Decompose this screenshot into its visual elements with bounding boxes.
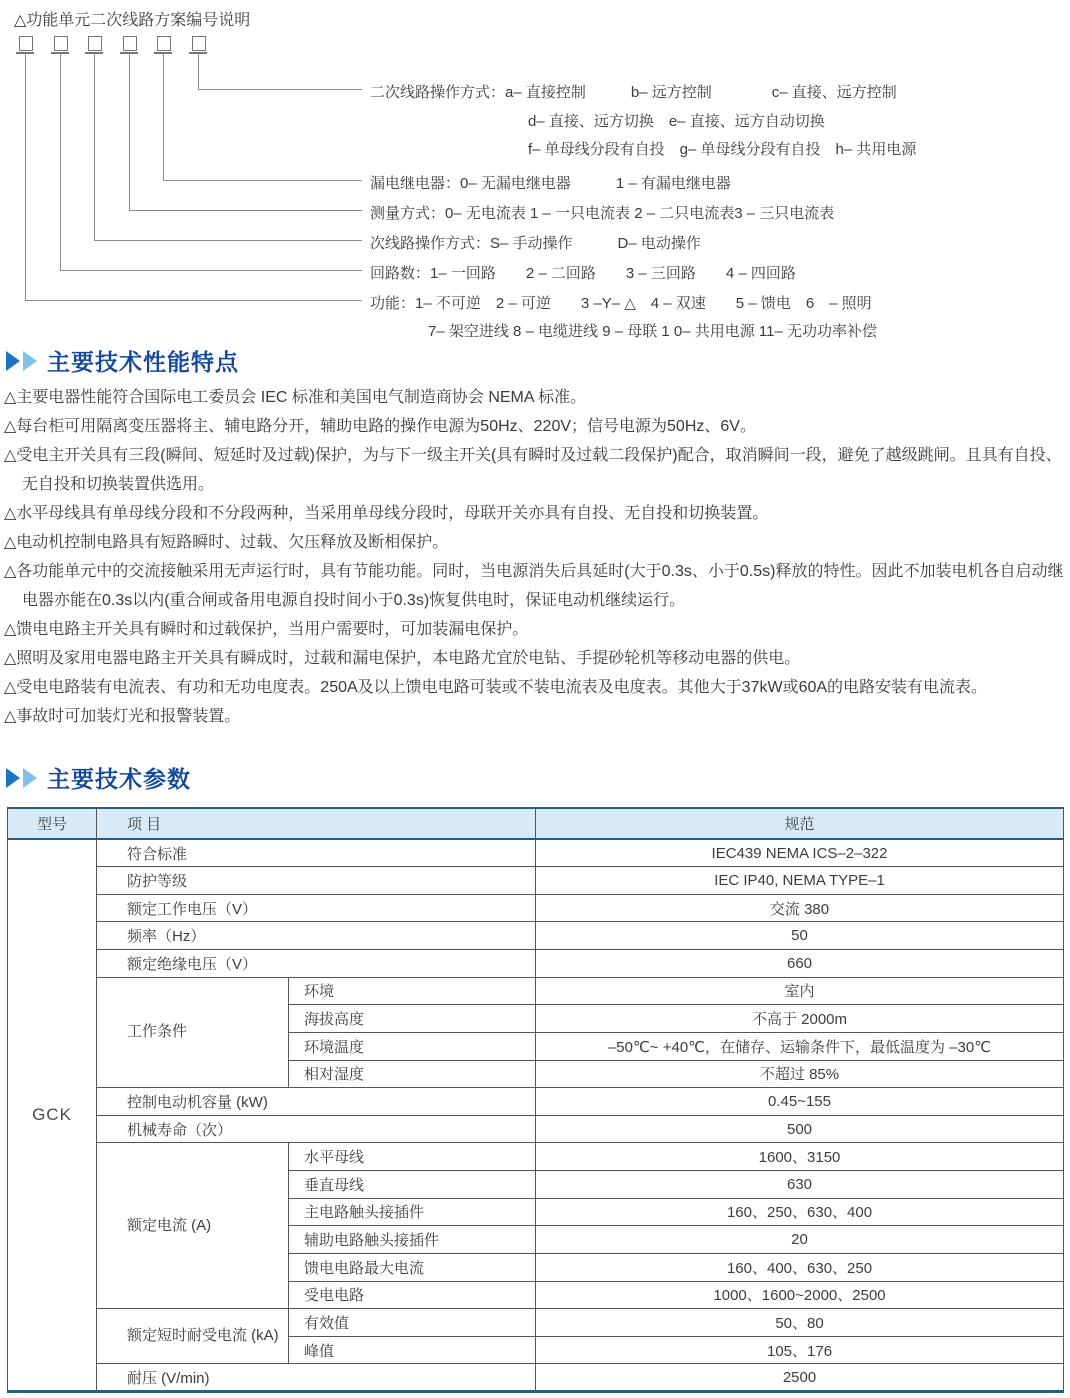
connector-line — [129, 54, 130, 210]
feature-item: △各功能单元中的交流接触采用无声运行时，具有节能功能。同时，当电源消失后具延时(大于0.3s、小于0.5s)释放的特性。因此不加装电机各自启动继电器亦能在0.3s以内(重合闸或备用电源自投时间小于0.3s)恢复供电时，保证电动机继续运行。 — [4, 563, 1064, 609]
table-row — [8, 950, 1064, 978]
parameters-table — [7, 807, 1064, 1393]
item-cell: 有效值 — [289, 1309, 536, 1337]
arrow-right-icon — [23, 768, 37, 788]
numbering-diagram — [0, 0, 1070, 340]
spec-cell: 交流 380 — [536, 894, 1064, 922]
spec-cell: 1000、1600~2000、2500 — [536, 1281, 1064, 1309]
table-row — [8, 1088, 1064, 1116]
arrow-right-icon — [6, 351, 20, 371]
code-box — [123, 36, 137, 51]
item-cell: 水平母线 — [289, 1143, 536, 1171]
connector-line — [163, 54, 164, 180]
section-title: 主要技术性能特点 — [47, 349, 239, 375]
parameters-section-header — [6, 761, 191, 794]
diagram-label: 7– 架空进线 8 – 电缆进线 9 – 母联 1 0– 共用电源 11– 无功功率补偿 — [428, 323, 878, 340]
model-cell: GCK — [8, 839, 97, 1392]
item-cell: 辅助电路触头接插件 — [289, 1226, 536, 1254]
spec-cell: 50、80 — [536, 1309, 1064, 1337]
spec-cell: 660 — [536, 950, 1064, 978]
connector-line — [94, 54, 95, 240]
code-box — [192, 36, 206, 51]
spec-cell: 160、250、630、400 — [536, 1198, 1064, 1226]
spec-cell: –50℃~ +40℃，在储存、运输条件下，最低温度为 –30℃ — [536, 1032, 1064, 1060]
table-row — [8, 1115, 1064, 1143]
feature-item: △受电主开关具有三段(瞬间、短延时及过载)保护，为与下一级主开关(具有瞬时及过载二段保护)配合，取消瞬间一段，避免了越级跳闸。且具有自投、无自投和切换装置供选用。 — [4, 447, 1062, 493]
parameters-table-wrap — [7, 807, 1063, 1393]
item-cell: 机械寿命（次） — [97, 1115, 536, 1143]
diagram-label: 功能：1– 不可逆 2 – 可逆 3 –Y– △ 4 – 双速 5 – 馈电 6 – 照明 — [370, 295, 872, 312]
spec-cell: 160、400、630、250 — [536, 1253, 1064, 1281]
spec-cell: 630 — [536, 1171, 1064, 1199]
spec-cell: 20 — [536, 1226, 1064, 1254]
item-cell: 环境温度 — [289, 1032, 536, 1060]
diagram-label: 次线路操作方式：S– 手动操作 D– 电动操作 — [370, 235, 701, 252]
features-list — [4, 383, 1066, 731]
connector-line — [129, 210, 362, 211]
item-cell: 控制电动机容量 (kW) — [97, 1088, 536, 1116]
connector-line — [198, 54, 199, 89]
spec-cell: 1600、3150 — [536, 1143, 1064, 1171]
item-cell: 海拔高度 — [289, 1005, 536, 1033]
item-cell: 垂直母线 — [289, 1171, 536, 1199]
feature-item: △事故时可加装灯光和报警装置。 — [4, 708, 241, 725]
feature-item: △水平母线具有单母线分段和不分段两种，当采用单母线分段时，母联开关亦具有自投、无自投和切换装置。 — [4, 505, 769, 522]
feature-item: △主要电器性能符合国际电工委员会 IEC 标准和美国电气制造商协会 NEMA 标准。 — [4, 389, 587, 406]
item-cell: 环境 — [289, 977, 536, 1005]
spec-cell: 0.45~155 — [536, 1088, 1064, 1116]
table-header-row — [8, 808, 1064, 839]
item-cell: 耐压 (V/min) — [97, 1364, 536, 1392]
item-cell: 馈电电路最大电流 — [289, 1253, 536, 1281]
connector-line — [94, 240, 362, 241]
code-box — [157, 36, 171, 51]
table-row — [8, 922, 1064, 950]
diagram-label: 测量方式：0– 无电流表 1 – 一只电流表 2 – 二只电流表3 – 三只电流表 — [370, 205, 835, 222]
connector-line — [60, 54, 61, 270]
feature-item: △照明及家用电器电路主开关具有瞬成时，过载和漏电保护，本电路尤宜於电钻、手提砂轮机等移动电器的供电。 — [4, 650, 801, 667]
spec-cell: IEC439 NEMA ICS–2–322 — [536, 839, 1064, 867]
feature-item: △每台柜可用隔离变压器将主、辅电路分开，辅助电路的操作电源为50Hz、220V；信号电源为50Hz、6V。 — [4, 418, 756, 435]
table-row — [8, 1143, 1064, 1171]
spec-cell: 不高于 2000m — [536, 1005, 1064, 1033]
table-row — [8, 894, 1064, 922]
code-box — [19, 36, 33, 51]
header-spec: 规范 — [536, 808, 1064, 839]
diagram-title: △功能单元二次线路方案编号说明 — [14, 12, 251, 29]
section-title: 主要技术参数 — [47, 766, 191, 792]
spec-cell: 500 — [536, 1115, 1064, 1143]
connector-line — [198, 89, 362, 90]
param-table-body — [8, 839, 1064, 1392]
item-cell: 受电电路 — [289, 1281, 536, 1309]
header-model: 型号 — [8, 808, 97, 839]
feature-item: △电动机控制电路具有短路瞬时、过载、欠压释放及断相保护。 — [4, 534, 449, 551]
spec-cell: 2500 — [536, 1364, 1064, 1392]
diagram-label: d– 直接、远方切换 e– 直接、远方自动切换 — [528, 113, 825, 130]
table-row — [8, 839, 1064, 867]
item-cell: 频率（Hz） — [97, 922, 536, 950]
connector-line — [60, 270, 362, 271]
item-cell: 额定工作电压（V） — [97, 894, 536, 922]
item-cell: 峰值 — [289, 1336, 536, 1364]
arrow-right-icon — [23, 351, 37, 371]
code-box — [54, 36, 68, 51]
arrow-right-icon — [6, 768, 20, 788]
feature-item: △受电电路装有电流表、有功和无功电度表。250A及以上馈电电路可装或不装电流表及电度表。其他大于37kW或60A的电路安装有电流表。 — [4, 679, 988, 696]
spec-cell: 105、176 — [536, 1336, 1064, 1364]
diagram-label: f– 单母线分段有自投 g– 单母线分段有自投 h– 共用电源 — [528, 141, 917, 158]
diagram-label: 回路数：1– 一回路 2 – 二回路 3 – 三回路 4 – 四回路 — [370, 265, 796, 282]
connector-line — [25, 300, 362, 301]
table-row — [8, 867, 1064, 895]
item-cell: 额定绝缘电压（V） — [97, 950, 536, 978]
diagram-label: 二次线路操作方式：a– 直接控制 b– 远方控制 c– 直接、远方控制 — [370, 84, 897, 101]
group-cell: 额定短时耐受电流 (kA) — [97, 1309, 289, 1364]
spec-cell: 室内 — [536, 977, 1064, 1005]
table-row — [8, 977, 1064, 1005]
spec-cell: 50 — [536, 922, 1064, 950]
code-box — [88, 36, 102, 51]
feature-item: △馈电电路主开关具有瞬时和过载保护，当用户需要时，可加装漏电保护。 — [4, 621, 529, 638]
item-cell: 主电路触头接插件 — [289, 1198, 536, 1226]
connector-line — [163, 180, 362, 181]
spec-cell: IEC IP40, NEMA TYPE–1 — [536, 867, 1064, 895]
header-item: 项 目 — [97, 808, 536, 839]
group-cell: 工作条件 — [97, 977, 289, 1088]
item-cell: 符合标准 — [97, 839, 536, 867]
features-section-header — [6, 344, 239, 377]
table-row — [8, 1364, 1064, 1392]
item-cell: 相对湿度 — [289, 1060, 536, 1088]
item-cell: 防护等级 — [97, 867, 536, 895]
group-cell: 额定电流 (A) — [97, 1143, 289, 1309]
diagram-label: 漏电继电器：0– 无漏电继电器 1 – 有漏电继电器 — [370, 175, 731, 192]
table-row — [8, 1309, 1064, 1337]
spec-cell: 不超过 85% — [536, 1060, 1064, 1088]
connector-line — [25, 54, 26, 300]
